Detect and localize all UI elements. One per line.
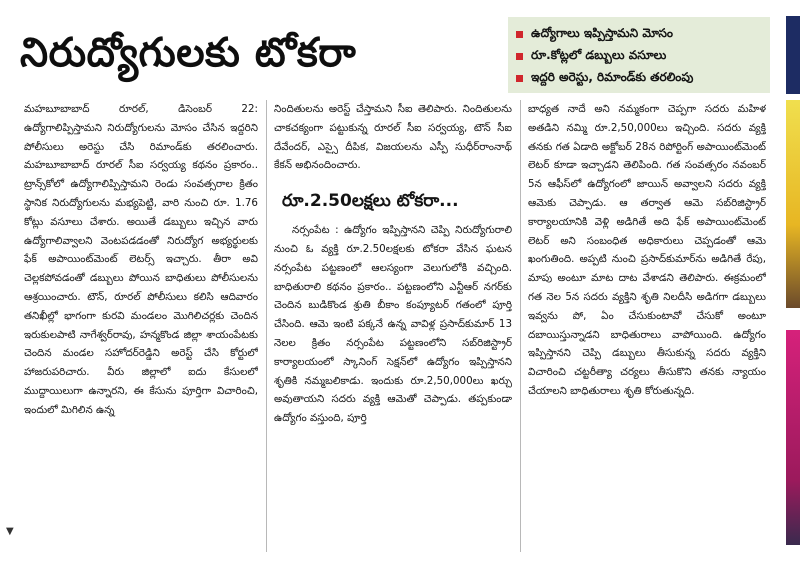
- square-bullet-icon: [516, 31, 523, 38]
- column-divider: [266, 100, 267, 552]
- article-column-1: [24, 100, 258, 558]
- article-paragraph: నర్సంపేట : ఉద్యోగం ఇప్పిస్తానని చెప్పి నిరుద్యోగురాలి నుంచి ఓ వ్యక్తి రూ.2.50లక్షలకు టోకరా వేసిన ఘటన నర్సంపేట పట్టణంలో ఆలస్యంగా వెలుగులోకి వచ్చింది. బాధితురాలి కథనం ప్రకారం.. పట్టణంలోని ఎన్టీఆర్ నగర్‌కు చెందిన బుడికొండ శ్రుతి బీకాం కంప్యూటర్ గతంలో పూర్తి చేసింది. ఆమె ఇంటి పక్కనే ఉన్న వావిళ్ల ప్రసాద్‌కుమార్ 13 నెలల క్రితం నర్సంపేట పట్టణంలోని సబ్‌రిజిస్ట్రార్ కార్యాలయంలో స్కానింగ్ సెక్షన్‌లో ఉద్యోగం ఇప్పిస్తానని శృతికి నమ్మబలికాడు. ఇందుకు రూ.2,50,000లు ఖర్చు అవుతాయని సదరు వ్యక్తి ఆమెతో చెప్పాడు. తప్పకుండా ఉద్యోగం వస్తుంది, పూర్తి: [274, 224, 512, 425]
- article-paragraph: నిందితులను అరెస్ట్ చేస్తామని సీఐ తెలిపారు. నిందితులను చాకచక్యంగా పట్టుకున్న రూరల్ సీఐ సర్వయ్య, టౌన్ సీఐ దేవేందర్, ఎస్సై దీపిక, విజయలను ఎస్పీ సుధీర్‌రాంనాథ్ కేకన్ అభినందించారు.: [274, 103, 512, 172]
- article-column-2: [274, 100, 512, 558]
- headline: నిరుద్యోగులకు టోకరా: [20, 30, 357, 76]
- highlight-item: [516, 45, 770, 67]
- highlights-box: [508, 17, 770, 93]
- sub-headline: రూ.2.50లక్షలు టోకరా...: [282, 191, 459, 212]
- highlight-item: [516, 67, 770, 89]
- column-divider: [520, 100, 521, 552]
- highlight-item: [516, 23, 770, 45]
- article-paragraph: మహబూబాబాద్ రూరల్, డిసెంబర్ 22: ఉద్యోగాలిప్పిస్తామని నిరుద్యోగులను మోసం చేసిన ఇద్దరిని పోలీసులు అరెస్టు చేసి రిమాండ్‌కు తరలించారు. మహబూబాబాద్ రూరల్ సీఐ సర్వయ్య కథనం ప్రకారం.. ట్రాన్స్‌కోలో ఉద్యోగాలిప్పిస్తామని రెండు సంవత్సరాల క్రితం స్థానిక నిరుద్యోగులను మభ్యపెట్టి, వారి నుంచి రూ. 1.76 కోట్లు వసూలు చేశారు. అయితే డబ్బులు ఇచ్చిన వారు ఉద్యోగాలివ్వాలని వెంటపడడంతో నిరుద్యోగ అభ్యర్థులకు ఫేక్ అపాయింట్‌మెంట్ లెటర్స్ ఇచ్చారు. తీరా అవి చెల్లకపోవడంతో డబ్బులు పోయిన బాధితులు పోలీసులను ఆశ్రయించారు. టౌన్, రూరల్ పోలీసులు కలిసి ఆదివారం తనిఖీల్లో భాగంగా కురవి మండలం మొగిలిచర్లకు చెందిన ఇరుకులపాటి నాగేశ్వర్‌రావు, హన్మకొండ జిల్లా శాయంపేటకు చెందిన మండల సహోదర్‌రెడ్డిని అరెస్ట్ చేసి కోర్టులో హాజరుపరిచారు. వీరు జిల్లాలో ఐదు కేసులలో ముద్దాయిలుగా ఉన్నారని, ఈ కేసును పూర్తిగా విచారించి, ఇందులో మిగిలిన ఉన్న: [24, 103, 258, 416]
- adjacent-article-strip: [786, 16, 800, 94]
- advertisement-strip: [786, 100, 800, 308]
- highlight-text: రూ.కోట్లలో డబ్బులు వసూలు: [531, 47, 667, 62]
- advertisement-strip: [786, 330, 800, 545]
- highlight-text: ఇద్దరి అరెస్టు, రిమాండ్‌కు తరలింపు: [531, 69, 694, 84]
- square-bullet-icon: [516, 53, 523, 60]
- highlight-text: ఉద్యోగాలు ఇప్పిస్తామని మోసం: [531, 25, 674, 40]
- square-bullet-icon: [516, 75, 523, 82]
- article-column-3: [528, 100, 766, 558]
- continuation-arrow-icon: ▼: [6, 526, 14, 537]
- article-paragraph: బాధ్యత నాదే అని నమ్మకంగా చెప్పగా సదరు మహిళ అతడిని నమ్మి రూ.2,50,000లు ఇచ్చింది. సదరు వ్యక్తి తనకు గత ఏడాది అక్టోబర్ 28న రిపోర్టింగ్ అపాయింట్‌మెంట్ లెటర్ కూడా ఇచ్చాడని తెలిపింది. గత సంవత్సరం నవంబర్ 5న ఆఫీస్‌లో ఉద్యోగంలో జాయిన్ అవ్వాలని సదరు వ్యక్తి ఆమెకు చెప్పాడు. ఆ తర్వాత ఆమె సబ్‌రిజిస్ట్రార్ కార్యాలయానికి వెళ్లి అడిగితే అది ఫేక్ అపాయింట్‌మెంట్ లెటర్ అని సంబంధిత అధికారులు చెప్పడంతో ఆమె ఖంగుతింది. అప్పటి నుంచి ప్రసాద్‌కుమార్‌ను అడిగితే రేపు, మాపు అంటూ మాట దాట వేశాడని తెలిపారు. ఈక్రమంలో గత నెల 5న సదరు వ్యక్తిని శృతి నిలదీసి అడిగగా డబ్బులు ఇవ్వను పో, ఏం చేసుకుంటావో చేసుకో అంటూ దబాయిస్తున్నాడని బాధితురాలు వాపోయింది. ఉద్యోగం ఇప్పిస్తానని చెప్పి డబ్బులు తీసుకున్న సదరు వ్యక్తిని విచారించి చట్టరీత్యా చర్యలు తీసుకొని తనకు న్యాయం చేయాలని బాధితురాలు శృతి కోరుతున్నది.: [528, 103, 766, 397]
